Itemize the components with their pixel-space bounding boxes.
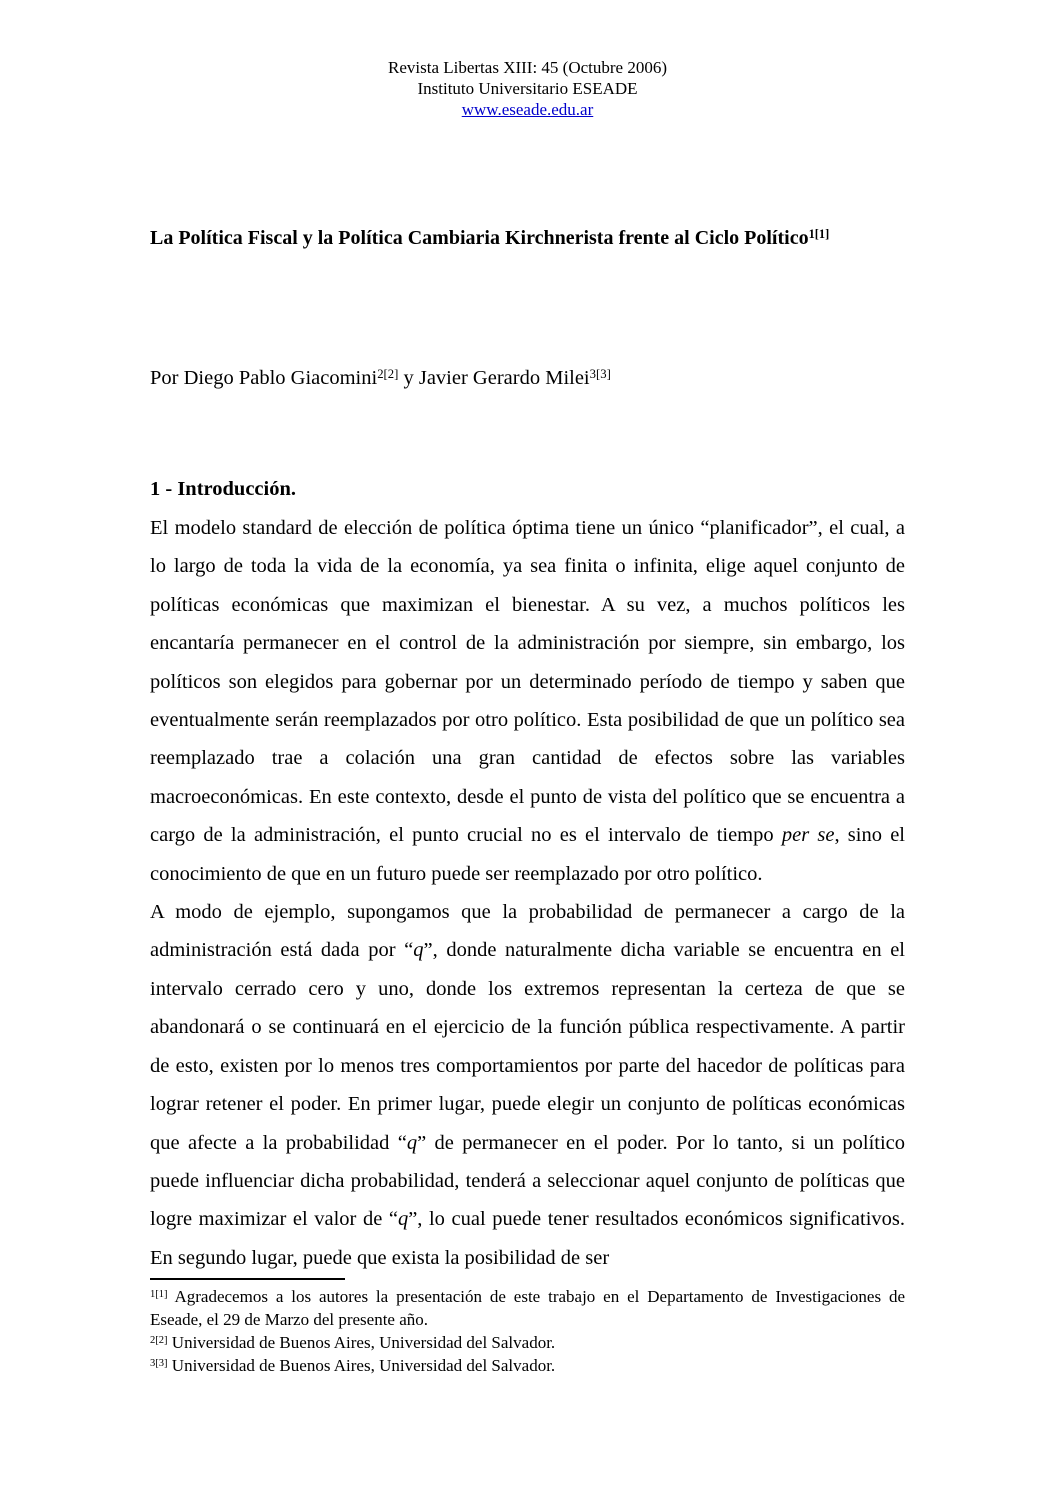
footnote-text: Universidad de Buenos Aires, Universidad del Salvador. [167,1356,556,1376]
journal-header [150,57,905,120]
authors-line [150,366,905,391]
footnote-marker: 3[3] [150,1357,168,1369]
paper-title [150,226,905,251]
paper-title-text: La Política Fiscal y la Política Cambiaria Kirchnerista frente al Ciclo Político [150,227,809,249]
footnotes [150,1285,905,1377]
title-footnote-marker: 1[1] [808,226,830,241]
footnote-marker: 2[2] [377,366,399,381]
footnote-item [150,1331,905,1354]
journal-title: Revista Libertas XIII: 45 (Octubre 2006) [388,58,667,77]
institute-name: Instituto Universitario ESEADE [417,79,638,98]
footnote-marker: 1[1] [150,1288,168,1300]
footnote-text: Agradecemos a los autores la presentación de este trabajo en el Departamento de Investigaciones de Eseade, el 29 de Marzo del presente año. [150,1287,905,1330]
footnote-marker: 2[2] [150,1334,168,1346]
text-segment: q [413,939,424,962]
text-segment: Por Diego Pablo Giacomini [150,367,378,389]
text-segment: y Javier Gerardo Milei [398,367,590,389]
paragraph-1 [150,509,905,893]
footnote-separator [150,1278,345,1280]
text-segment: q [406,1131,418,1154]
section-heading: 1 - Introducción. [150,478,296,500]
text-segment: A modo de ejemplo, supongamos que la probabilidad de permanecer a cargo de la administración está dada por “ [150,901,905,962]
footnote-text: Universidad de Buenos Aires, Universidad del Salvador. [167,1333,556,1353]
text-segment: ” de permanecer en el poder. Por lo tanto, si un político puede influenciar dicha probabilidad, tenderá a seleccionar aquel conjunto de políticas que logre maximizar el valor de “ [150,1131,906,1231]
text-segment: ”, donde naturalmente dicha variable se encuentra en el intervalo cerrado cero y uno, donde los extremos representan la certeza de que se abandonará o se continuará en el ejercicio de la función pública respectivamente. A partir de esto, existen por lo menos tres comportamientos por parte del hacedor de políticas para lograr retener el poder. En primer lugar, puede elegir un conjunto de políticas económicas que afecte a la probabilidad “ [150,939,906,1154]
text-segment: El modelo standard de elección de política óptima tiene un único “planificador”, el cual, a lo largo de toda la vida de la economía, ya sea finita o infinita, elige aquel conjunto de políticas económicas que maximizan el bienestar. A su vez, a muchos políticos les encantaría permanecer en el control de la administración por siempre, sin embargo, los políticos son elegidos para gobernar por un determinado período de tiempo y saben que eventualmente serán reemplazados por otro político. Esta posibilidad de que un político sea reemplazado trae a colación una gran cantidad de efectos sobre las variables macroeconómicas. En este contexto, desde el punto de vista del político que se encuentra a cargo de la administración, el punto crucial no es el intervalo de tiempo [150,517,905,847]
text-segment: , sino el conocimiento de que en un futuro puede ser reemplazado por otro político. [150,824,905,885]
website-link[interactable]: www.eseade.edu.ar [461,100,594,119]
text-segment: ”, lo cual puede tener resultados económicos significativos. En segundo lugar, puede que exista la posibilidad de ser [150,1208,905,1269]
paragraph-2 [150,893,905,1277]
text-segment: q [397,1208,409,1231]
footnote-item [150,1285,905,1331]
website-link-row [150,99,905,120]
text-segment: per se [781,824,835,847]
footnote-marker: 3[3] [589,366,611,381]
body-text [150,509,905,1277]
footnote-item [150,1354,905,1377]
